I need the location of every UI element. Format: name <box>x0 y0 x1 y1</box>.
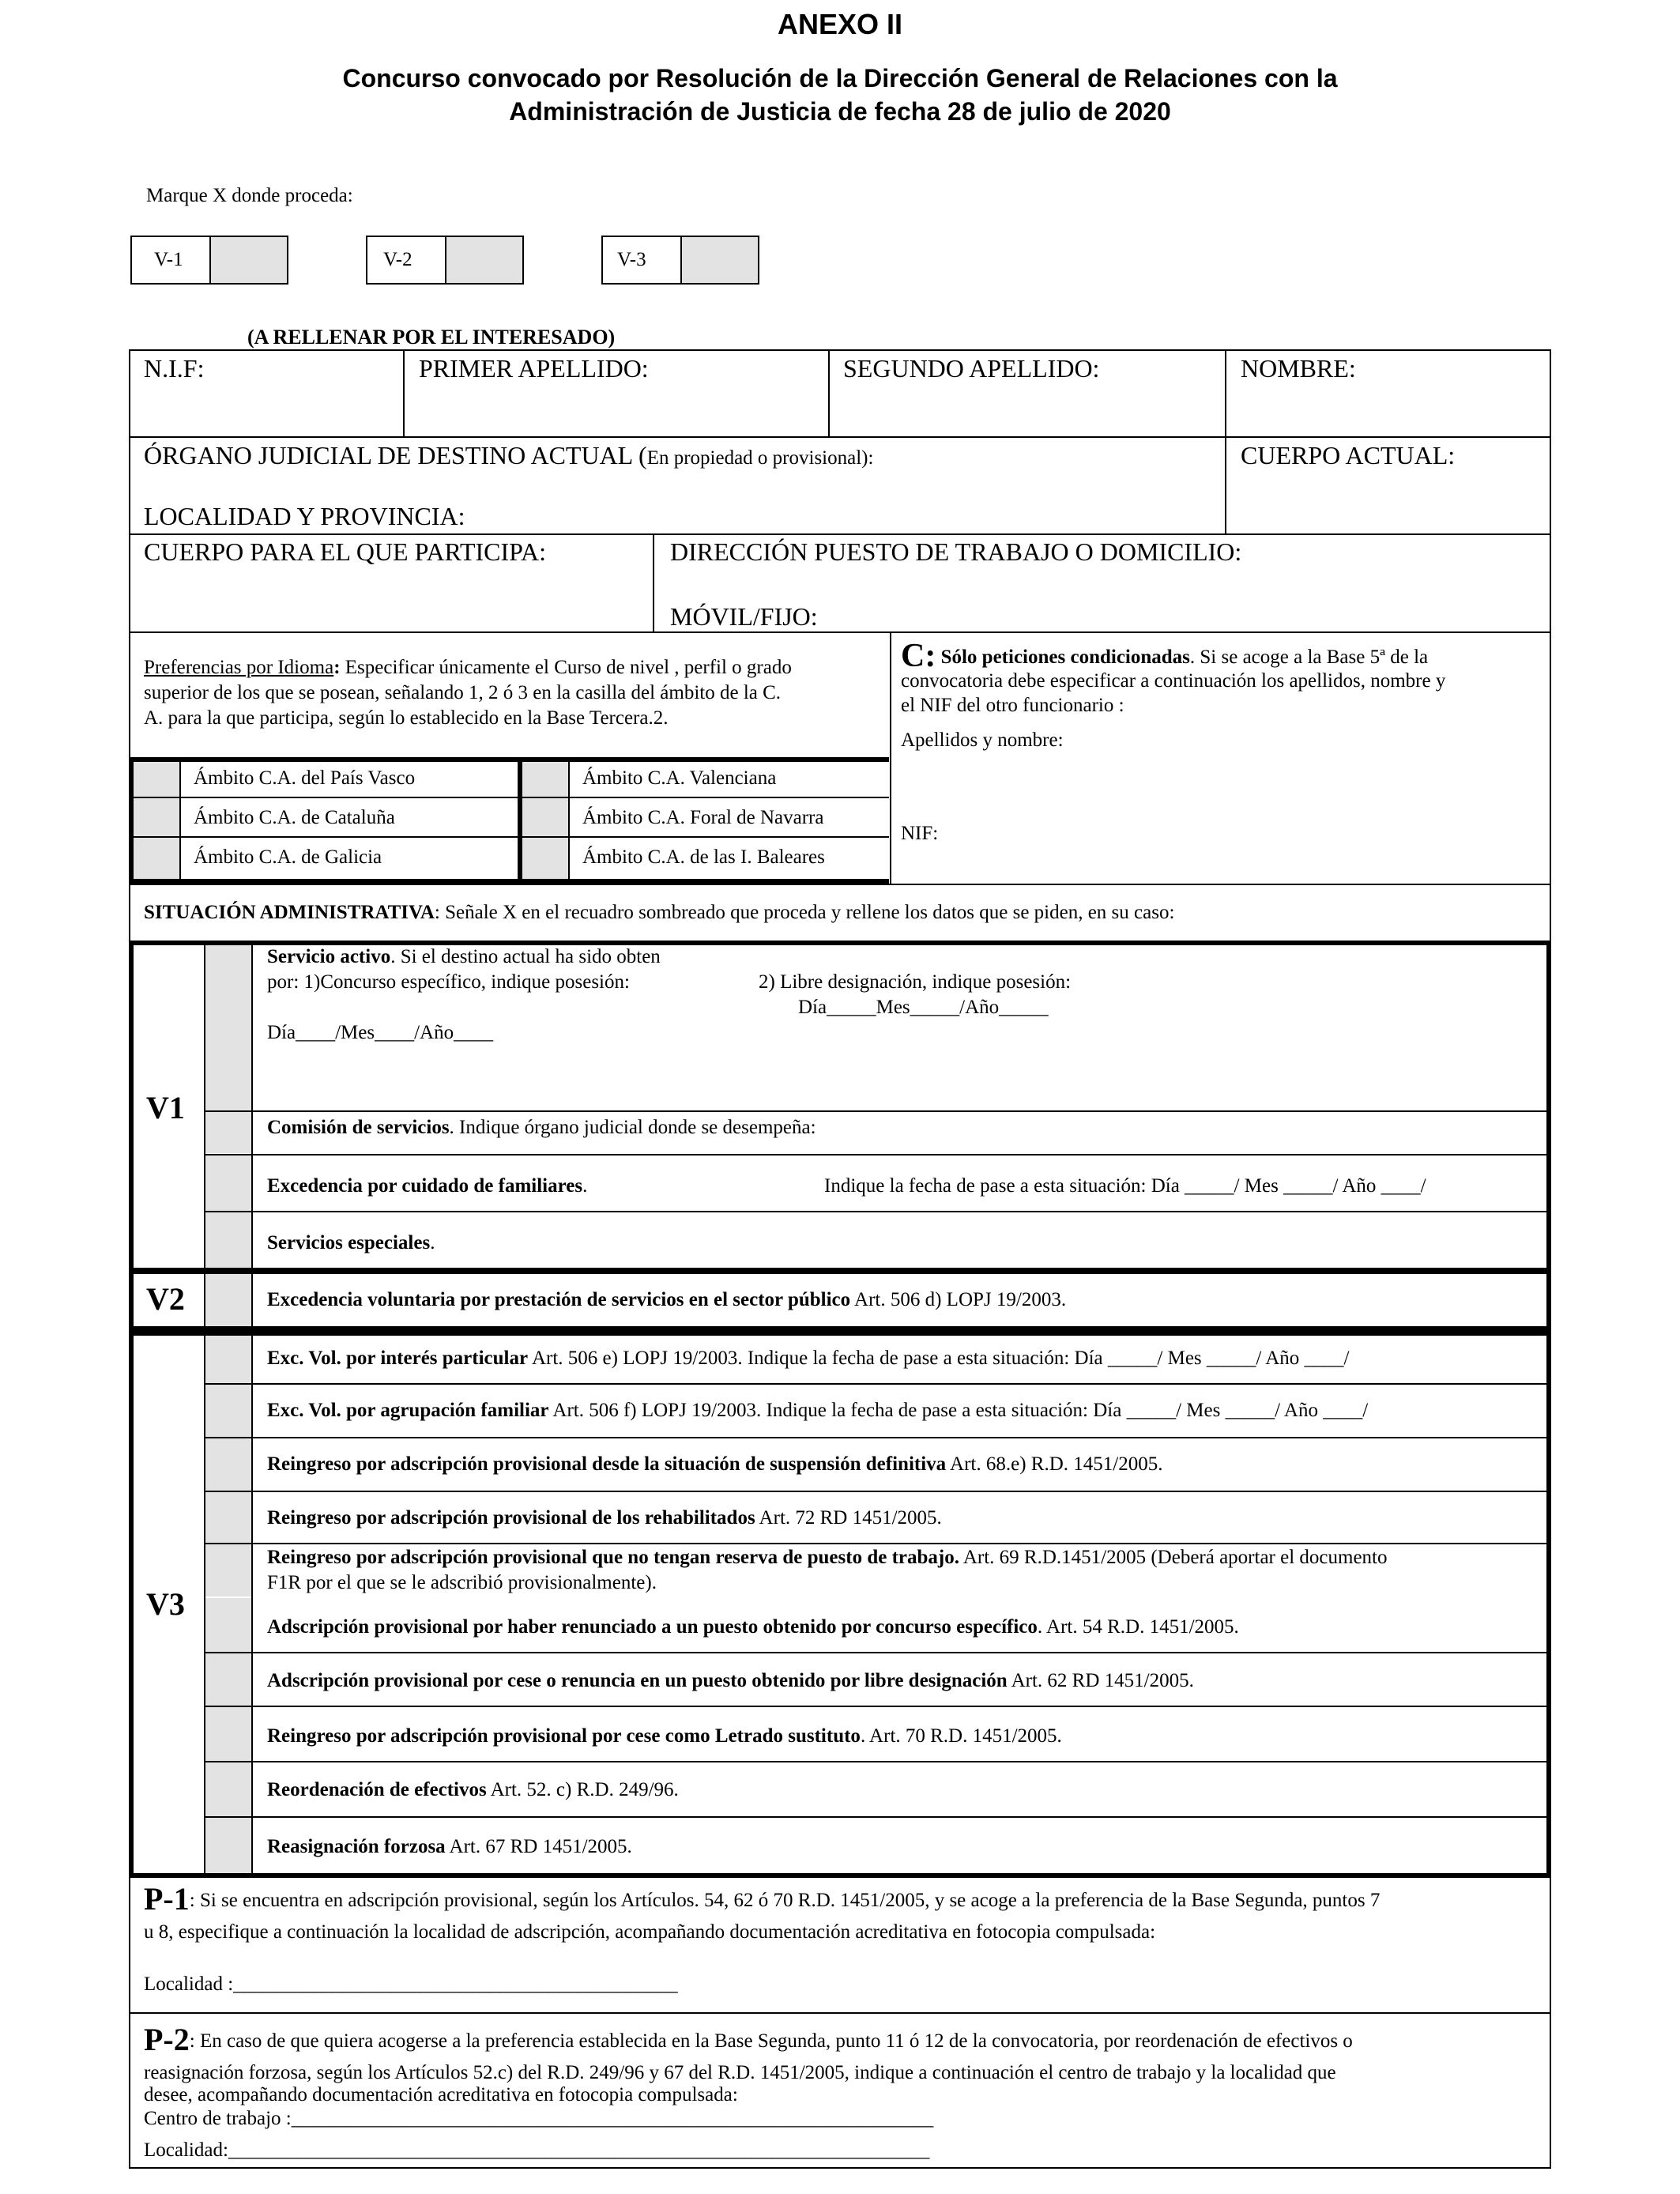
v1-comision: Comisión de servicios. Indique órgano judicial donde se desempeña: <box>267 1117 816 1138</box>
organo-label: ÓRGANO JUDICIAL DE DESTINO ACTUAL (En propiedad o provisional): <box>144 441 874 469</box>
v3-checkbox[interactable] <box>205 1385 251 1437</box>
v3-row-sin-reserva: Reingreso por adscripción provisional que no tengan reserva de puesto de trabajo. Art. 69 R.D.1451/2005 (Deberá aportar el documento <box>267 1547 1388 1568</box>
divider <box>1225 349 1226 534</box>
divider <box>890 631 891 884</box>
v1-libre-designacion: 2) Libre designación, indique posesión: <box>759 971 1072 993</box>
cuerpo-participa-label: CUERPO PARA EL QUE PARTICIPA: <box>144 537 547 566</box>
option-v1-checkbox[interactable] <box>209 237 287 283</box>
v3-row-reasignacion: Reasignación forzosa Art. 67 RD 1451/2005. <box>267 1836 632 1857</box>
divider <box>129 836 889 838</box>
divider <box>204 1383 1549 1385</box>
divider <box>828 349 830 436</box>
p2-centro-field[interactable]: Centro de trabajo :_________________________________________________________________ <box>144 2108 934 2129</box>
divider <box>204 1437 1549 1438</box>
divider <box>204 1154 1549 1155</box>
idiomas-text-line-2: superior de los que se posean, señalando 1, 2 ó 3 en la casilla del ámbito de la C. <box>144 682 782 703</box>
v2-checkbox[interactable] <box>205 1274 251 1326</box>
option-v1-label: V-1 <box>154 249 183 270</box>
v1-excedencia-fecha: Indique la fecha de pase a esta situación: Día _____/ Mes _____/ Año ____/ <box>824 1175 1426 1197</box>
situacion-administrativa: SITUACIÓN ADMINISTRATIVA: Señale X en el recuadro sombreado que proceda y rellene los datos que se piden, en su caso: <box>144 902 1175 923</box>
divider <box>129 533 1551 535</box>
v1-especiales: Servicios especiales. <box>267 1232 435 1253</box>
v1-label: V1 <box>146 1090 185 1125</box>
ambito-checkbox[interactable] <box>134 838 179 879</box>
v3-border <box>1546 1331 1551 1878</box>
localidad-provincia-label: LOCALIDAD Y PROVINCIA: <box>144 502 465 530</box>
v3-checkbox[interactable] <box>205 1762 251 1816</box>
v3-label: V3 <box>146 1586 185 1622</box>
v3-row-concurso-especifico: Adscripción provisional por haber renunciado a un puesto obtenido por concurso específico. Art. 54 R.D. 1451/2005. <box>267 1616 1239 1638</box>
segundo-apellido-label: SEGUNDO APELLIDO: <box>843 354 1100 383</box>
ambito-checkbox[interactable] <box>134 798 179 836</box>
v3-row-rehabilitados: Reingreso por adscripción provisional de los rehabilitados Art. 72 RD 1451/2005. <box>267 1507 942 1529</box>
nombre-label: NOMBRE: <box>1241 354 1356 383</box>
v1-excedencia: Excedencia por cuidado de familiares. <box>267 1175 588 1197</box>
ambito-border <box>129 757 889 762</box>
subtitle-line-1: Concurso convocado por Resolución de la Dirección General de Relaciones con la <box>342 64 1338 92</box>
v1-excedencia-checkbox[interactable] <box>205 1155 251 1211</box>
v1-activo-line-2: por: 1)Concurso específico, indique posesión: <box>267 971 630 993</box>
v3-border <box>129 1873 1551 1878</box>
v3-checkbox[interactable] <box>205 1438 251 1491</box>
v1-border <box>129 941 134 1272</box>
v3-border <box>129 1331 134 1878</box>
p1-localidad-field[interactable]: Localidad :_____________________________________________ <box>144 1973 678 1995</box>
divider <box>653 533 654 631</box>
subtitle-line-2: Administración de Justicia de fecha 28 de julio de 2020 <box>509 97 1171 126</box>
v1-comision-checkbox[interactable] <box>205 1112 251 1153</box>
ambito-valenciana: Ámbito C.A. Valenciana <box>582 767 777 789</box>
v3-checkbox[interactable] <box>205 1598 251 1652</box>
ambito-checkbox[interactable] <box>522 838 568 879</box>
condicionadas-line-1: C: Sólo peticiones condicionadas. Si se acoge a la Base 5ª de la <box>901 638 1429 674</box>
v2-excedencia-sector-publico: Excedencia voluntaria por prestación de servicios en el sector público Art. 506 d) LOPJ 19/2003. <box>267 1289 1067 1310</box>
document-subtitle <box>0 62 1680 128</box>
direccion-label: DIRECCIÓN PUESTO DE TRABAJO O DOMICILIO: <box>670 537 1242 566</box>
movil-label: MÓVIL/FIJO: <box>670 602 818 631</box>
v1-border <box>1546 941 1551 1272</box>
v1-activo-line-1: Servicio activo. Si el destino actual ha sido obten <box>267 946 661 967</box>
v3-checkbox[interactable] <box>205 1492 251 1543</box>
divider <box>251 941 253 1272</box>
divider <box>129 2012 1551 2014</box>
marque-label: Marque X donde proceda: <box>146 185 353 206</box>
v3-row-agrupacion-familiar: Exc. Vol. por agrupación familiar Art. 506 f) LOPJ 19/2003. Indique la fecha de pase a esta situación: Día _____/ Mes _____/ Año ____/ <box>267 1400 1369 1421</box>
condicionadas-line-3: el NIF del otro funcionario : <box>901 695 1124 716</box>
condicionadas-nif-label: NIF: <box>901 823 939 844</box>
v3-row-reordenacion: Reordenación de efectivos Art. 52. c) R.D. 249/96. <box>267 1779 679 1800</box>
p1-line-1: P-1: Si se encuentra en adscripción provisional, según los Artículos. 54, 62 ó 70 R.D. 1451/2005, y se acoge a la preferencia de la Base Segunda, puntos 7 <box>144 1881 1381 1917</box>
ambito-checkbox[interactable] <box>522 762 568 797</box>
p2-line-3: desee, acompañando documentación acreditativa en fotocopia compulsada: <box>144 2084 738 2105</box>
divider <box>204 1816 1549 1818</box>
ambito-navarra: Ámbito C.A. Foral de Navarra <box>582 807 824 828</box>
divider <box>403 349 405 436</box>
v3-row-sin-reserva-line-2: F1R por el que se le adscribió provisionalmente). <box>267 1572 657 1593</box>
divider <box>179 757 181 882</box>
v2-border <box>129 1269 134 1331</box>
v3-row-letrado-sustituto: Reingreso por adscripción provisional por cese como Letrado sustituto. Art. 70 R.D. 1451/2005. <box>267 1725 1062 1747</box>
divider <box>204 1706 1549 1707</box>
condicionadas-line-2: convocatoria debe especificar a continuación los apellidos, nombre y <box>901 670 1446 692</box>
v3-checkbox[interactable] <box>205 1336 251 1383</box>
idiomas-text-line-3: A. para la que participa, según lo establecido en la Base Tercera.2. <box>144 707 669 729</box>
ambito-galicia: Ámbito C.A. de Galicia <box>194 846 382 868</box>
v1-libre-fecha: Día_____Mes_____/Año_____ <box>798 997 1049 1018</box>
divider <box>204 1761 1549 1762</box>
divider <box>129 884 1551 885</box>
divider <box>129 797 889 798</box>
ambito-checkbox[interactable] <box>134 762 179 797</box>
divider <box>129 436 1551 438</box>
divider <box>204 1211 1549 1212</box>
v3-row-libre-designacion: Adscripción provisional por cese o renuncia en un puesto obtenido por libre designación Art. 62 RD 1451/2005. <box>267 1670 1194 1691</box>
divider <box>251 1269 253 1331</box>
v1-especiales-checkbox[interactable] <box>205 1212 251 1268</box>
v3-row-suspension: Reingreso por adscripción provisional desde la situación de suspensión definitiva Art. 68.e) R.D. 1451/2005. <box>267 1453 1163 1475</box>
ambito-baleares: Ámbito C.A. de las I. Baleares <box>582 846 825 868</box>
v2-label: V2 <box>146 1281 185 1317</box>
interesado-note: (A RELLENAR POR EL INTERESADO) <box>247 326 616 349</box>
v1-activo-checkbox[interactable] <box>205 945 251 1111</box>
ambito-cataluna: Ámbito C.A. de Cataluña <box>194 807 395 828</box>
v3-checkbox[interactable] <box>205 1707 251 1761</box>
v3-checkbox[interactable] <box>205 1653 251 1706</box>
ambito-checkbox[interactable] <box>522 798 568 836</box>
divider <box>204 1652 1549 1653</box>
p2-line-1: P-2: En caso de que quiera acogerse a la preferencia establecida en la Base Segunda, punto 11 ó 12 de la convocatoria, por reordenación de efectivos o <box>144 2022 1353 2057</box>
option-v2-label: V-2 <box>383 249 412 270</box>
divider <box>568 757 570 882</box>
p1-line-2: u 8, especifique a continuación la localidad de adscripción, acompañando documentación acreditativa en fotocopia compulsada: <box>144 1921 1156 1943</box>
apellidos-nombre-label: Apellidos y nombre: <box>901 729 1064 751</box>
divider <box>129 631 1551 633</box>
divider <box>204 1491 1549 1492</box>
idiomas-text-line-1: Preferencias por Idioma: Especificar únicamente el Curso de nivel , perfil o grado <box>144 657 792 678</box>
v2-border <box>1546 1269 1551 1331</box>
v1-activo-fecha: Día____/Mes____/Año____ <box>267 1022 494 1043</box>
option-v3-label: V-3 <box>617 249 646 270</box>
divider <box>204 1110 1549 1112</box>
divider <box>204 1543 1549 1544</box>
primer-apellido-label: PRIMER APELLIDO: <box>419 354 649 383</box>
p2-line-2: reasignación forzosa, según los Artículos 52.c) del R.D. 249/96 y 67 del R.D. 1451/2005, indique a continuación el centro de trabajo y la localidad que <box>144 2062 1336 2083</box>
v2-border <box>129 1269 1551 1274</box>
divider <box>251 1331 253 1878</box>
cuerpo-actual-label: CUERPO ACTUAL: <box>1241 441 1456 469</box>
nif-label: N.I.F: <box>144 354 205 383</box>
option-v2-checkbox[interactable] <box>445 237 522 283</box>
p2-localidad-field[interactable]: Localidad:_______________________________________________________________________ <box>144 2139 930 2161</box>
v3-checkbox[interactable] <box>205 1544 251 1596</box>
v3-row-interes-particular: Exc. Vol. por interés particular Art. 506 e) LOPJ 19/2003. Indique la fecha de pase a esta situación: Día _____/ Mes _____/ Año ____/ <box>267 1348 1350 1369</box>
ambito-pais-vasco: Ámbito C.A. del País Vasco <box>194 767 416 789</box>
option-v3-checkbox[interactable] <box>680 237 758 283</box>
v3-checkbox[interactable] <box>205 1818 251 1873</box>
v3-border <box>129 1331 1551 1336</box>
document-title: ANEXO II <box>777 8 903 40</box>
